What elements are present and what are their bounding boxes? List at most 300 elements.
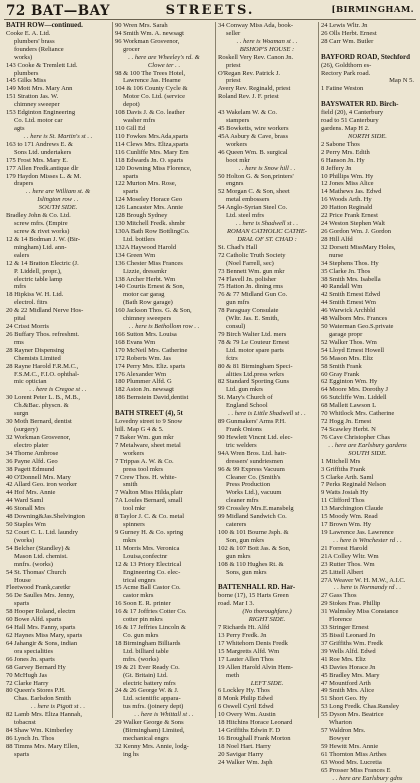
- directory-entry: . . here is Cregoe st . .: [29, 386, 87, 394]
- directory-entry: 104 & 106 County Cycle &: [115, 85, 188, 93]
- directory-entry: 46 Warwick Archbld: [321, 307, 376, 315]
- directory-entry: Chemists Limited: [14, 354, 61, 362]
- directory-entry: . . here are Wheeley's rd. &: [128, 53, 200, 61]
- directory-entry: Avery Rev. Reginald, priest: [218, 85, 291, 93]
- directory-entry: 73 Bennett Wm. gun mkr: [218, 267, 285, 275]
- directory-entry: 52 Walker Thos. Wm: [321, 338, 377, 346]
- directory-entry: meth: [226, 671, 240, 679]
- directory-entry: 7 Crew Thos. H. white-: [115, 473, 177, 481]
- directory-entry: 39 Wells Alfd. Edwd: [321, 647, 376, 655]
- directory-entry: 160 Jackson Thos. G. & Son,: [115, 307, 192, 315]
- directory-entry: 75 Hatton Jn. dining rms: [218, 283, 283, 291]
- directory-entry: seller: [226, 29, 241, 37]
- directory-entry: Cleaner Co. (Smith's: [226, 473, 281, 481]
- directory-entry: 130A Bath Row BottlingCo.: [115, 227, 190, 235]
- directory-entry: 40 Randall Wm: [321, 283, 363, 291]
- directory-entry: Ltd. gun mkrs: [226, 386, 263, 394]
- directory-entry: RIGHT SIDE.: [248, 616, 286, 624]
- directory-entry: 74 Scawley Herbt. N: [321, 426, 376, 434]
- directory-entry: 82 Lamb Mrs. Eliza Hannah,: [6, 711, 82, 719]
- directory-entry: 175 Frost Mrs. Mary E.: [6, 156, 68, 164]
- directory-entry: . . here is Snow hill . .: [238, 164, 296, 172]
- page-header: [4, 3, 416, 20]
- directory-entry: 110 Gill Ed: [115, 124, 146, 132]
- directory-entry: Roland Rev. J. F. priest: [218, 93, 279, 101]
- directory-entry: 15 Moody Wm. Read: [321, 513, 378, 521]
- directory-entry: dressers' sundriesmen: [226, 457, 283, 465]
- directory-entry: . . here is Pigott st . .: [30, 703, 86, 711]
- directory-entry: 140 Courtis Ernest & Son,: [115, 283, 185, 291]
- directory-entry: 96 & 99 Express Vacuum: [218, 465, 285, 473]
- directory-entry: gardens. Map H 2.: [321, 124, 370, 132]
- directory-entry: 2 Perry Mrs. Edith: [321, 148, 370, 156]
- directory-entry: pital: [14, 315, 26, 323]
- directory-entry: priest: [226, 77, 241, 85]
- directory-entry: mkrs: [123, 536, 137, 544]
- directory-entry: smith: [123, 481, 138, 489]
- directory-entry: 74 Flavell Jn. polisher: [218, 275, 277, 283]
- column-3: [215, 22, 318, 766]
- directory-entry: 20 Hatton Reginald: [321, 204, 373, 212]
- directory-entry: 130 Mitchell Fredk. shmbr: [115, 220, 186, 228]
- directory-entry: grocer: [123, 45, 140, 53]
- directory-entry: O'Regan Rev. Patrick J.: [218, 69, 281, 77]
- directory-entry: 20 Savigar Harry: [218, 750, 264, 758]
- directory-entry: Lizzie, dressmkr: [123, 267, 167, 275]
- directory-entry: 3 Griffiths Frank: [321, 465, 366, 473]
- directory-entry: Son, gun mkrs: [226, 536, 265, 544]
- directory-entry: tus mfrs. (joinery dept): [123, 703, 184, 711]
- directory-entry: 35 Bissil Leonard Jn: [321, 631, 376, 639]
- directory-entry: 29 Walker George & Sons: [115, 719, 184, 727]
- directory-entry: 98 & 100 The Trees Hotel,: [115, 69, 186, 77]
- directory-entry: 35 Clarke Jn. Thos: [321, 267, 371, 275]
- directory-entry: Ltd. scientific appara-: [123, 695, 181, 703]
- directory-entry: 57 Waldron Mrs.: [321, 727, 366, 735]
- street-heading: BAYSWATER RD. Birch-: [321, 100, 399, 109]
- directory-entry: 68 Garvey Bernard Hy: [6, 663, 66, 671]
- directory-entry: Motor Co. Ltd. (service: [123, 93, 186, 101]
- directory-entry: 53 Long Fredk. Chas.Ransley: [321, 703, 400, 711]
- directory-entry: 50 Holton G. & Son,printers': [218, 172, 294, 180]
- directory-entry: (No thoroughfare.): [242, 608, 292, 616]
- directory-entry: hill. Map G 4 & 5.: [115, 426, 164, 434]
- directory-entry: 54 Belcher (Standley) &: [6, 544, 71, 552]
- directory-entry: 16 & 17 Joffries Cotter Co.: [115, 608, 187, 616]
- directory-entry: 21 Forrest Harold: [321, 544, 368, 552]
- directory-entry: 19 Allen Harold Alvin Hem-: [218, 663, 293, 671]
- directory-entry: 128 Brough Sydney: [115, 212, 168, 220]
- directory-entry: 59 Hewitt Mrs. Annie: [321, 742, 379, 750]
- street-heading: BATTENHALL RD. Har-: [218, 583, 296, 592]
- directory-entry: 50 Staples Wm: [6, 521, 46, 529]
- directory-entry: workers: [226, 140, 248, 148]
- directory-entry: 51 Short Geo. Hy: [321, 695, 368, 703]
- directory-entry: 126 Lancaster Mrs. Annie: [115, 204, 183, 212]
- directory-entry: 15 Margretts Alfd. Wm: [218, 647, 280, 655]
- directory-entry: 19 Lawrence Jas. Lawrence: [321, 529, 394, 536]
- directory-entry: 32 Kenny Mrs. Annie, lodg-: [115, 742, 189, 750]
- directory-entry: . . here are Earlsbury gdns: [332, 774, 403, 782]
- directory-entry: Engineering Co. elec-: [123, 568, 181, 576]
- directory-entry: 108 Davis J. & Co. leather: [115, 109, 185, 117]
- directory-entry: sparts: [14, 750, 30, 758]
- directory-entry: 64 Hall Mrs. Fanny, sparts: [6, 624, 76, 632]
- directory-entry: caterers: [226, 521, 247, 529]
- directory-entry: 56 De Saulles Mrs. Jenny,: [6, 592, 75, 600]
- street-heading: BAYFORD ROAD, Stechford: [321, 52, 410, 61]
- directory-entry: 94A Wren Bros. Ltd. hair-: [218, 449, 287, 457]
- directory-entry: founders (Reliance: [14, 45, 64, 53]
- directory-entry: 118 Edwards Jn. O. sparts: [115, 156, 184, 164]
- directory-entry: 136 Chester Miss Frances: [115, 259, 183, 267]
- directory-entry: 8 Taylor J. C. & Co. metal: [115, 513, 185, 521]
- directory-entry: 26 Olls Herbt. Ernest: [321, 29, 377, 37]
- directory-entry: 24 & 26 George W. & J.: [115, 687, 179, 695]
- directory-entry: spinners: [123, 521, 145, 529]
- directory-entry: 32 Dorsett MissMary Holes,: [321, 243, 396, 251]
- directory-entry: 120 Downing Miss Florence,: [115, 164, 192, 172]
- directory-entry: 60 Gray Frank: [321, 370, 360, 378]
- directory-entry: SOUTH SIDE.: [348, 449, 387, 457]
- directory-entry: mfrs. (works): [123, 655, 159, 663]
- directory-entry: . . here are William st. &: [25, 188, 91, 196]
- directory-entry: 18 Noel Hart. Harry: [218, 742, 271, 750]
- directory-entry: 68 Mallett Lawson L: [321, 402, 377, 410]
- directory-entry: electric battery mfrs: [123, 679, 176, 687]
- directory-entry: gun mfrs: [226, 299, 250, 307]
- directory-entry: 20 & 22 Midland Nerve Hos-: [6, 307, 84, 315]
- directory-entry: washer mfrs: [123, 117, 156, 125]
- directory-entry: 7 Perks Reginald Nelson: [321, 481, 386, 489]
- directory-entry: Co. gun mkrs: [123, 631, 159, 639]
- directory-entry: 72 Catholic Truth Society: [218, 251, 286, 259]
- directory-entry: Ltd. billiard table: [123, 647, 169, 655]
- directory-entry: 18 Birmingham Billiards: [115, 639, 181, 647]
- directory-entry: castor mkrs: [123, 592, 154, 600]
- directory-entry: 54 Lloyd Ernest Howell: [321, 346, 385, 354]
- directory-entry: 80 & 81 Birmingham Speci-: [218, 362, 293, 370]
- directory-entry: 48 Downing&Jas.Shelvington: [6, 513, 85, 521]
- directory-entry: Florence: [329, 616, 352, 624]
- directory-entry: 22 Price Frank Ernest: [321, 212, 378, 220]
- directory-entry: 48 Walborn Mrs. Frances: [321, 315, 388, 323]
- directory-entry: 36 Payne Alfd. Geo: [6, 457, 58, 465]
- directory-entry: mfrs: [14, 283, 27, 291]
- directory-entry: tool mkr: [123, 505, 146, 513]
- directory-entry: 45A Asbury & Cave, brass: [218, 132, 289, 140]
- directory-entry: 6 Oswell Cyril Edwd: [218, 703, 274, 711]
- running-head: BAT—BAY: [31, 3, 111, 19]
- column-2: [112, 22, 215, 758]
- directory-entry: field (20), 4 Canterbury: [321, 109, 384, 117]
- directory-entry: 1 Fatine Weston: [321, 85, 364, 93]
- directory-entry: 170 McNeil Mrs. Catherine: [115, 346, 188, 354]
- directory-entry: 47 Mountford Arth: [321, 679, 371, 687]
- directory-entry: 168 Evans Wm: [115, 338, 156, 346]
- directory-entry: 12 & 14 Bratton Electric (J.: [6, 259, 79, 267]
- directory-entry: 56 Mason Mrs. Eliz: [321, 354, 374, 362]
- directory-entry: P. Liddell, propr.),: [14, 267, 62, 275]
- directory-entry: tobacnst: [14, 719, 36, 727]
- street-heading: BATH ROW—continued.: [6, 21, 83, 29]
- directory-entry: Works Ltd.), vacuum: [226, 489, 282, 497]
- directory-entry: 54 St. Thomas' Church: [6, 568, 66, 576]
- directory-entry: (works): [14, 536, 35, 544]
- directory-entry: Lovedny street to 9 Snow: [115, 418, 183, 426]
- directory-entry: 7 Walton Miss Hilda,platr: [115, 489, 183, 497]
- directory-entry: 31 Walmsley Miss Constance: [321, 608, 399, 616]
- directory-entry: trical engnrs: [123, 576, 156, 584]
- directory-entry: 116 Cunliffe Mrs. Mary Ern: [115, 148, 189, 156]
- directory-entry: 6 Hanson Jn. Hy: [321, 156, 365, 164]
- directory-entry: 14 Griffiths Edwin F. D: [218, 727, 281, 735]
- directory-entry: 25 Littell Albert: [321, 568, 364, 576]
- directory-entry: 186 Bernstein David,dentist: [115, 394, 189, 402]
- directory-entry: 52 Morgan C. & Son, sheet: [218, 188, 290, 196]
- directory-entry: . . here is Shadwell st . .: [235, 220, 299, 228]
- directory-entry: LEFT SIDE.: [250, 679, 284, 687]
- directory-entry: 24 Lewis Wltr. Jn: [321, 22, 368, 29]
- directory-entry: . . here is Little Shadwell st . .: [228, 410, 306, 418]
- directory-entry: 138 Archer Herbt. Wm: [115, 275, 176, 283]
- directory-entry: England School: [226, 402, 268, 410]
- directory-entry: 89 Gunmakers' Arms P.H.: [218, 418, 286, 426]
- directory-entry: 151 Stratton Jas. W.: [6, 93, 59, 101]
- directory-entry: 176 Alexander Wm: [115, 370, 167, 378]
- directory-entry: 90 Wren Mrs. Sarah: [115, 22, 168, 29]
- directory-entry: St. Chad's Hall: [218, 243, 258, 251]
- directory-entry: metal embossers: [226, 196, 270, 204]
- directory-entry: cotter pin mkrs: [123, 616, 163, 624]
- directory-entry: 1 Mitchell Mrs: [321, 457, 361, 465]
- directory-entry: 24 Weston Stephen Walt: [321, 220, 385, 228]
- directory-entry: 18 Hitchins Horace Leonard: [218, 719, 293, 727]
- directory-entry: [218, 101, 316, 109]
- directory-entry: 45 Bradley Mrs. Mary: [321, 671, 380, 679]
- directory-entry: 7 Trippas A. W. & Co.: [115, 457, 174, 465]
- directory-entry: 28 Carr Wm. Butler: [321, 37, 374, 45]
- directory-entry: 149 Mott Mrs. Mary Ann: [6, 85, 73, 93]
- directory-entry: 2 Sabone Thos: [321, 140, 360, 148]
- directory-entry: 180 Plummer Alfd. G: [115, 378, 172, 386]
- directory-entry: 10 Overy Wm. Austin: [218, 711, 276, 719]
- directory-entry: tric welders: [226, 441, 257, 449]
- directory-entry: road. Mar I 3.: [218, 600, 255, 608]
- directory-entry: 62 Egginton Wm. Hy: [321, 378, 378, 386]
- directory-entry: Rectory Park road.: [321, 69, 371, 77]
- directory-entry: Co. Ltd. motor car: [14, 117, 63, 125]
- directory-entry: 63 Wood Mrs. Lucretia: [321, 758, 382, 766]
- page-number: 72: [6, 3, 26, 19]
- directory-entry: 80 Queen's Stores P.H.: [6, 687, 66, 695]
- directory-entry: 28 Rayne Harold F.R.M.C.,: [6, 362, 79, 370]
- directory-entry: 8 Jeffery Jn: [321, 164, 352, 172]
- directory-entry: workers: [123, 449, 145, 457]
- directory-entry: plumbers' brass: [14, 37, 55, 45]
- directory-entry: 34 Thorne Ambrose: [6, 449, 59, 457]
- directory-entry: 45 Bowketts, wire workers: [218, 124, 289, 132]
- directory-entry: 38 Pagett Edmund: [6, 465, 55, 473]
- directory-entry: ora specialities: [14, 647, 54, 655]
- directory-entry: 46 Queen Wm. B. surgical: [218, 148, 288, 156]
- directory-entry: 174 Perry Mrs. Eliz. sparts: [115, 362, 186, 370]
- directory-entry: . . here is St. Martin's st . .: [23, 132, 93, 140]
- directory-entry: Ch.&Bac. physcn. &: [14, 402, 69, 410]
- directory-entry: 21A Colley Wltr. Wm: [321, 552, 379, 560]
- directory-entry: mic optician: [14, 378, 47, 386]
- directory-entry: Chas. Earlsdon Smith: [14, 695, 71, 703]
- directory-entry: alities Ltd.press wrkrs: [226, 370, 285, 378]
- directory-entry: Bradley John & Co. Ltd.: [6, 212, 71, 220]
- directory-entry: press tool mkrs: [123, 465, 164, 473]
- directory-entry: Ltd. bottlers: [123, 235, 156, 243]
- directory-entry: 30 Moth Bernard, dentist: [6, 418, 72, 426]
- directory-entry: 26 Buffary Thos. refreshmt.: [6, 330, 80, 338]
- directory-entry: (26), Goldthorn es-: [321, 61, 372, 69]
- directory-entry: 29 Stokes Fras. Phillip: [321, 600, 381, 608]
- directory-entry: 134 Green Wm: [115, 251, 156, 259]
- directory-entry: 9 Gurney H. & Co. spring: [115, 529, 184, 536]
- directory-entry: NORTH SIDE.: [348, 132, 387, 140]
- directory-entry: (Gt. Britain) Ltd.: [123, 671, 168, 679]
- directory-entry: 124 Moseley Horace Geo: [115, 196, 183, 204]
- page-title: STREETS.: [165, 3, 255, 18]
- directory-entry: 143 Cooke & Tremlett Ltd.: [6, 61, 78, 69]
- directory-entry: electrol. fitrs: [14, 299, 48, 307]
- directory-entry: electro plater: [14, 441, 49, 449]
- directory-entry: 26 Gordon Wm. J. Gordon: [321, 227, 392, 235]
- directory-entry: . . here is Bethollom row . .: [128, 323, 200, 331]
- directory-entry: 153 Edginton Engineering: [6, 109, 76, 117]
- directory-entry: Map N 5.: [389, 77, 414, 85]
- directory-entry: . . here is Normandy rd . .: [334, 584, 401, 592]
- directory-entry: 58 Hooper Roland, electrn: [6, 608, 76, 616]
- directory-entry: 10 Phillips Wm. Hy: [321, 172, 374, 180]
- directory-entry: . . here are Earlsbury gardens: [328, 441, 407, 449]
- directory-entry: 17 Brown Wm. Hy: [321, 521, 372, 529]
- directory-entry: 27 Gass Thos: [321, 592, 357, 600]
- directory-entry: mingham) Ltd. ann-: [14, 243, 67, 251]
- directory-entry: 132A Haywood Harold: [115, 243, 177, 251]
- directory-entry: 44 Hof Mrs. Annie: [6, 489, 56, 497]
- directory-entry: 43 Wakelam W. & Co.: [218, 109, 277, 117]
- directory-entry: Mason Ltd. chemist.: [14, 552, 68, 560]
- directory-entry: cleaner mfrs: [226, 497, 259, 505]
- directory-entry: 70 Whitlock Mrs. Catherine: [321, 410, 395, 418]
- directory-entry: Lawrence Jas. Hearne: [123, 77, 181, 85]
- directory-entry: 122 Murton Mrs. Rose,: [115, 180, 177, 188]
- directory-entry: Frank Onions: [226, 426, 262, 434]
- directory-entry: 58 Smith Frank: [321, 362, 362, 370]
- directory-entry: 7 Metalware, sheet metal: [115, 441, 181, 449]
- directory-entry: 179 Haydon Misses L. & M.: [6, 172, 82, 180]
- directory-entry: DRAL OF ST. CHAD :: [237, 235, 297, 243]
- directory-entry: 78 Paraguay Consulate: [218, 307, 279, 315]
- directory-columns: [4, 21, 416, 782]
- directory-entry: works): [14, 53, 33, 61]
- directory-entry: garage propr: [329, 330, 363, 338]
- directory-entry: 30 Lorent Peter L. B., M.B.,: [6, 394, 81, 402]
- directory-entry: 11 Morris Mrs. Veronica: [115, 544, 180, 552]
- directory-entry: 64 Jahangir & Sons, indian: [6, 639, 78, 647]
- directory-entry: Wharton: [329, 719, 352, 727]
- directory-entry: 17 Whitehorn Denis Fredk: [218, 639, 288, 647]
- directory-entry: 17 Lauter Allen Thos: [218, 655, 274, 663]
- directory-entry: chimney sweeper: [14, 101, 60, 109]
- directory-entry: 19 & 21 Ever Ready Co.: [115, 663, 180, 671]
- directory-entry: screw mfrs. (Empire: [14, 220, 68, 228]
- directory-entry: 145 Gilks Miss: [6, 77, 47, 85]
- directory-entry: 100 & 101 Bourne Jsph. &: [218, 529, 289, 536]
- directory-entry: fctrs: [226, 354, 238, 362]
- directory-entry: 42 Allard Geo. iron worker: [6, 481, 78, 489]
- directory-entry: 54 Anglo-Syrian Steel Co.: [218, 204, 288, 212]
- directory-entry: 44 Ward Saml: [6, 497, 44, 505]
- directory-entry: 7 Richards Ht. Alfd: [218, 624, 270, 632]
- directory-entry: 32 Workman Grosvenor,: [6, 433, 71, 441]
- directory-entry: . . here is Winchester rd . .: [333, 536, 402, 544]
- directory-entry: ROMAN CATHOLIC CATHE-: [227, 227, 307, 235]
- directory-entry: Press Production: [226, 481, 271, 489]
- directory-entry: 86 Lynch Jn. Thos: [6, 734, 55, 742]
- directory-entry: 52 Court C. L. Ltd. laundry: [6, 529, 79, 536]
- directory-entry: (surgery): [14, 426, 38, 434]
- directory-entry: 82 Standard Sporting Guns: [218, 378, 290, 386]
- directory-entry: 79 Birch Walter Ltd. mers: [218, 330, 287, 338]
- directory-entry: priest: [226, 61, 241, 69]
- directory-entry: 8 Monk Philip Edwd: [218, 695, 273, 703]
- directory-entry: 84 Shaw Wm. Kimberley: [6, 727, 73, 735]
- directory-entry: 88 Timms Mrs. Mary Ellen,: [6, 742, 80, 750]
- directory-entry: borne (17), 15 Harts Green: [218, 592, 289, 600]
- directory-entry: 24 Crisst Morris: [6, 323, 49, 331]
- directory-entry: 172 Roberts Wm. Jas: [115, 354, 171, 362]
- directory-entry: 96 Workman Grosvenor,: [115, 37, 180, 45]
- directory-entry: Ltd. steel mfrs: [226, 212, 264, 220]
- directory-entry: 76 Cave Christopher Chas: [321, 433, 390, 441]
- directory-entry: Islington row . .: [37, 196, 79, 204]
- directory-entry: 12 & 13 Priory Electrical: [115, 560, 182, 568]
- directory-entry: Louisa,confectnr: [123, 552, 168, 560]
- directory-entry: nurse: [329, 251, 344, 259]
- directory-entry: 114 Clews Mrs. Eliza,sparts: [115, 140, 189, 148]
- directory-entry: 102 & 107 Bott Jas. & Son,: [218, 544, 291, 552]
- directory-entry: 61 Thornton Miss Arthes: [321, 750, 387, 758]
- directory-entry: 16 Broughall Frank Morton: [218, 734, 291, 742]
- directory-entry: 7 Baker Wm. gun mkr: [115, 433, 174, 441]
- directory-entry: 166 Sutton Mrs. Louisa: [115, 330, 177, 338]
- directory-entry: 99 Midland Sandwich Co.: [218, 513, 287, 521]
- directory-entry: 37 Griffiths Wm. Fredk: [321, 639, 383, 647]
- directory-entry: 5 Clarke Arth. Saml: [321, 473, 374, 481]
- directory-entry: sparts: [123, 172, 139, 180]
- directory-entry: Clowe ter . .: [147, 61, 181, 69]
- directory-entry: Ltd. motor spare parts: [226, 346, 284, 354]
- directory-entry: mnfrs. (works): [14, 560, 53, 568]
- directory-entry: 28 Rayner Dispensing: [6, 346, 65, 354]
- directory-entry: 13 Marchington Claude: [321, 505, 384, 513]
- directory-entry: 38 Smith Mrs. Isabella: [321, 275, 381, 283]
- directory-entry: screw & rivet works): [14, 227, 70, 235]
- directory-entry: 163 to 171 Andrews E. &: [6, 140, 73, 148]
- directory-entry: agts: [14, 124, 25, 132]
- directory-entry: House: [14, 576, 31, 584]
- directory-entry: 72 Hogg Jn. Ernest: [321, 418, 372, 426]
- directory-entry: 94 Smith Wm. A. newsagt: [115, 29, 184, 37]
- directory-entry: 66 Sutcliffe Wm. Liddell: [321, 394, 387, 402]
- directory-entry: . . here is Woaman st . .: [236, 37, 298, 45]
